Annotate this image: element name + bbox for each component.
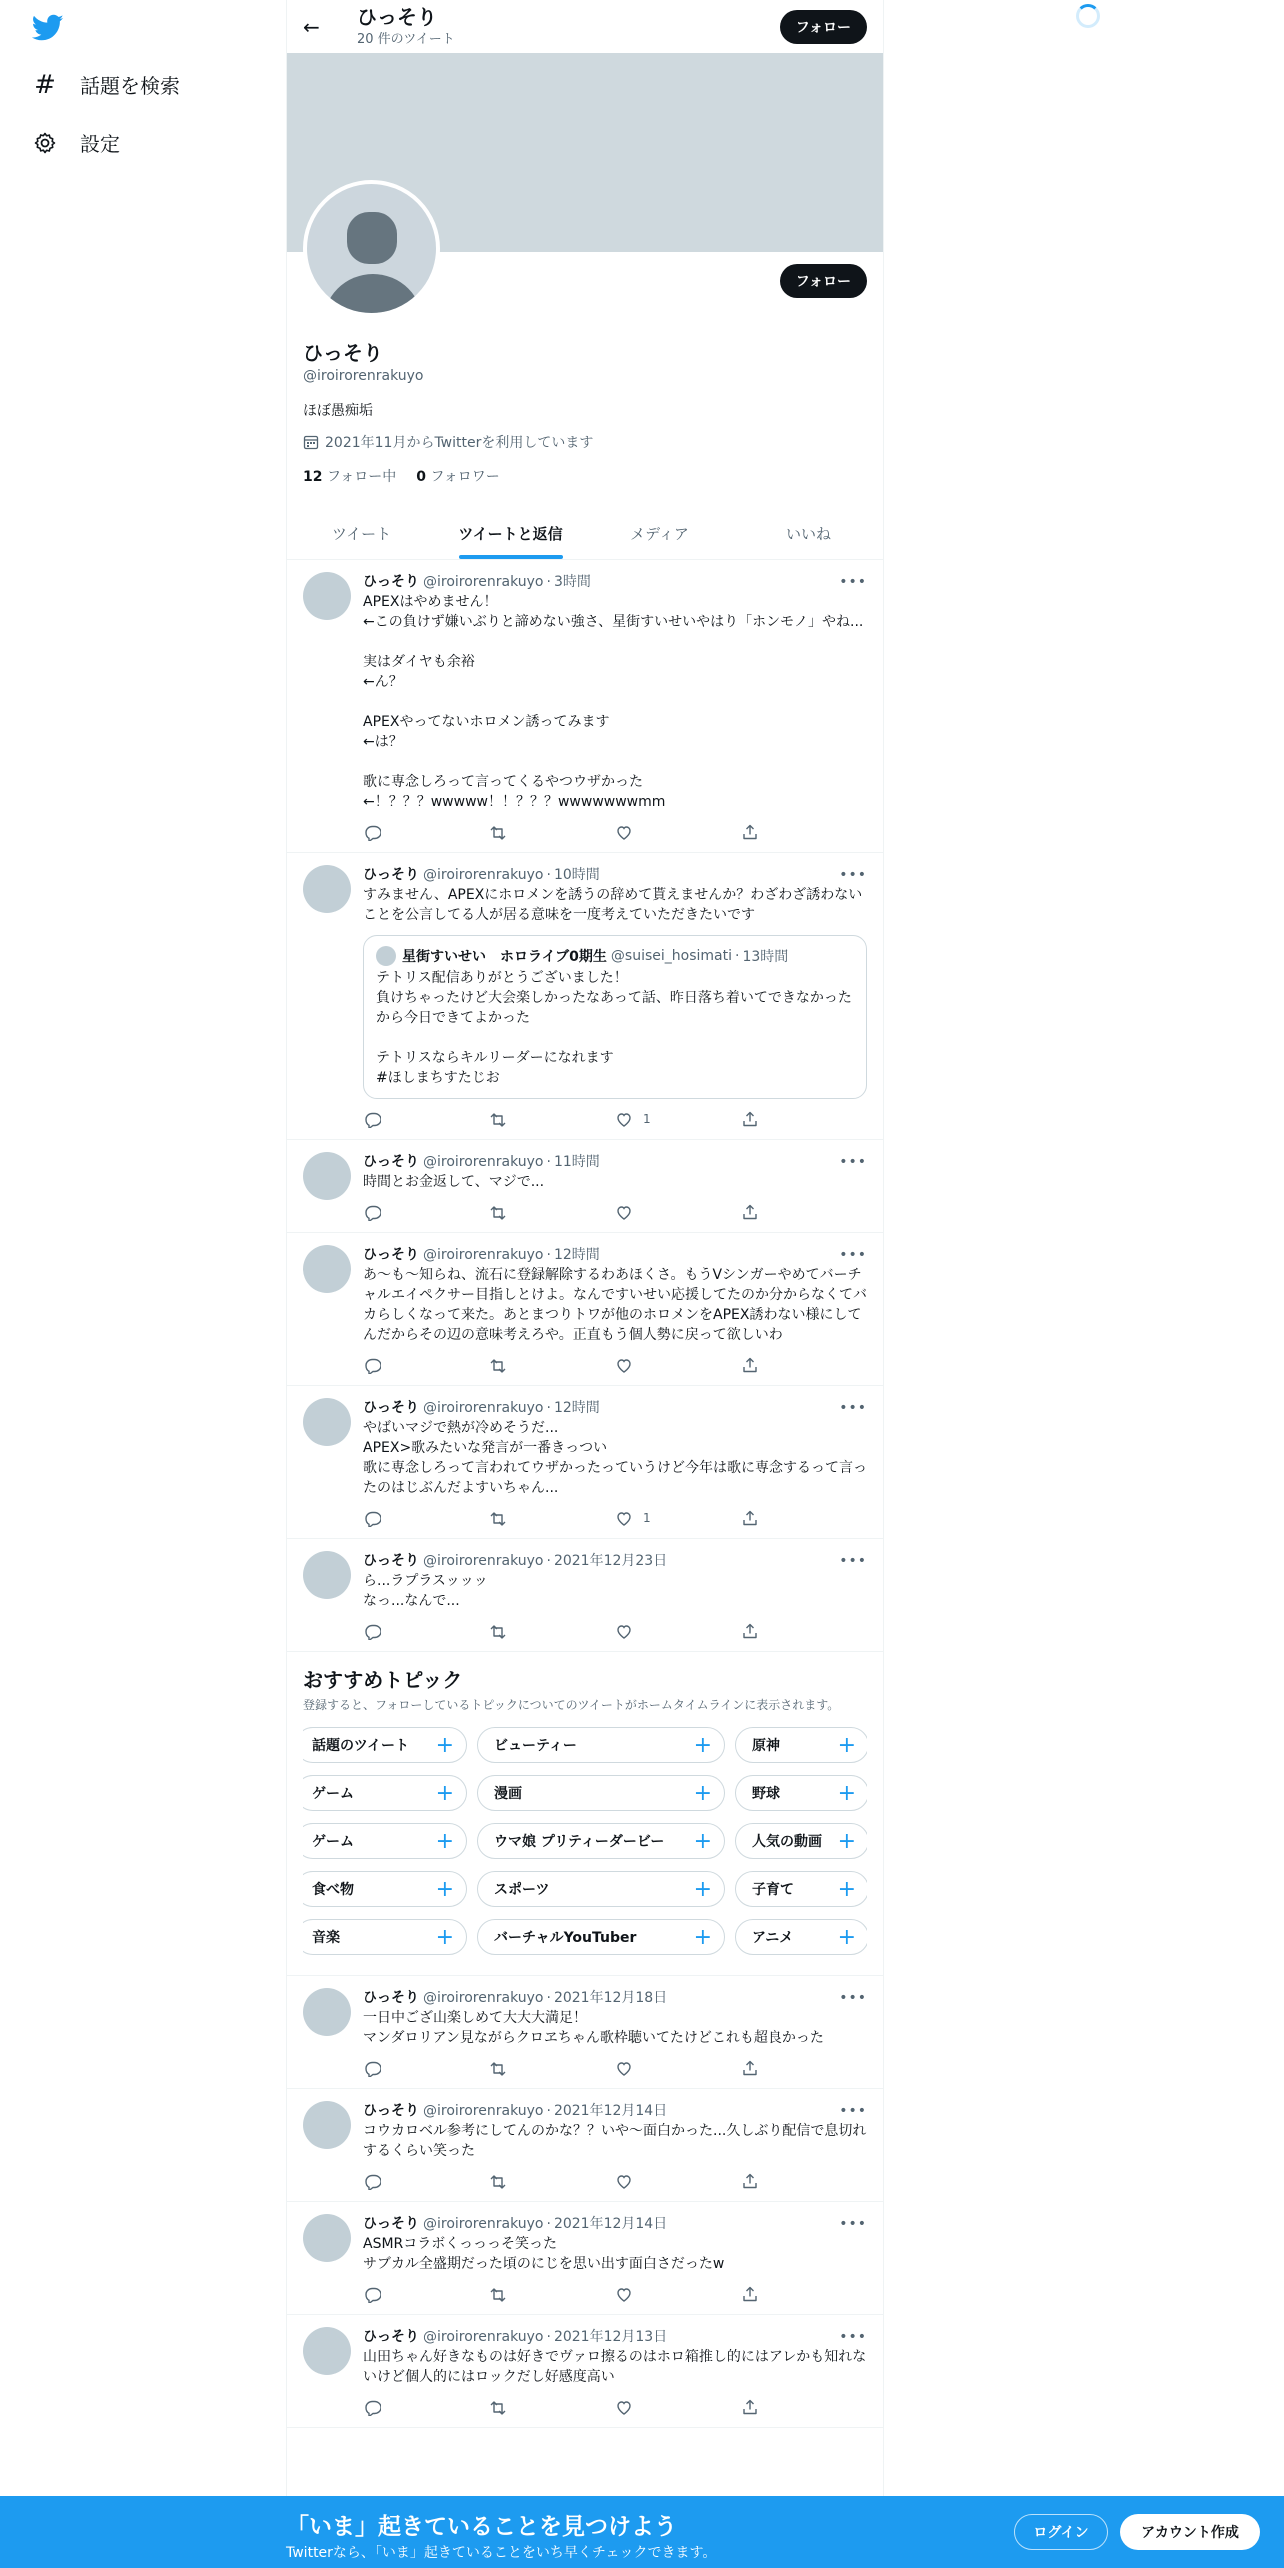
tweet-author-name[interactable]: ひっそり <box>363 2329 419 2345</box>
more-options-icon[interactable]: ••• <box>839 2216 867 2232</box>
tweet-author-handle[interactable]: @iroirorenrakuyo <box>423 1154 544 1170</box>
reply-button[interactable] <box>363 2059 489 2077</box>
topic-row <box>303 1919 867 1955</box>
like-icon <box>615 823 633 841</box>
following-link[interactable]: 12 フォロー中 <box>303 469 397 485</box>
topic-row <box>303 1871 867 1907</box>
reply-icon <box>363 1509 381 1527</box>
topic-chip[interactable] <box>303 1871 467 1907</box>
tweet[interactable] <box>287 1386 883 1539</box>
tab-likes[interactable]: いいね <box>785 525 831 543</box>
more-options-icon[interactable]: ••• <box>839 1154 867 1170</box>
sidebar-item-label: 話題を検索 <box>80 74 180 98</box>
topic-chip[interactable] <box>303 1727 467 1763</box>
tweet-body <box>363 2101 867 2191</box>
topic-label: 野球 <box>752 1786 780 1802</box>
tweet[interactable] <box>287 2089 883 2202</box>
like-count: 1 <box>643 1112 651 1126</box>
share-icon <box>741 2398 759 2416</box>
topic-chip[interactable] <box>735 1727 867 1763</box>
retweet-button[interactable] <box>489 2398 615 2416</box>
tweet[interactable] <box>287 1140 883 1233</box>
tweet-author-name[interactable]: ひっそり <box>363 1990 419 2006</box>
retweet-button[interactable] <box>489 2172 615 2190</box>
topic-chip[interactable] <box>477 1727 725 1763</box>
reply-button[interactable] <box>363 2285 489 2303</box>
followers-link[interactable]: 0 フォロワー <box>416 469 500 485</box>
more-options-icon[interactable]: ••• <box>839 574 867 590</box>
topic-label: ゲーム <box>312 1834 354 1850</box>
tweet-text: APEXはやめません！ ←この負けず嫌いぶりと諦めない強さ、星街すいせいやはり「ホンモノ」やね... 実はダイヤも余裕 ←ん？ APEXやってないホロメン誘ってみます ←は？ 歌に専念しろって言ってくるやつウザかった ←！？？？wwwww！！？？？wwwwwwwmm <box>363 594 864 810</box>
plus-icon[interactable]: + <box>693 1924 712 1950</box>
like-button[interactable] <box>615 1356 741 1374</box>
tweet-actions <box>363 1202 867 1222</box>
tweet-text: 山田ちゃん好きなものは好きでヴァロ擦るのはホロ箱推し的にはアレかも知れないけど個人的にはロックだし好感度高い <box>363 2349 867 2385</box>
retweet-icon <box>489 823 507 841</box>
recommended-topics-title: おすすめトピック <box>303 1668 463 1692</box>
like-icon <box>615 2398 633 2416</box>
topic-chip[interactable] <box>735 1919 867 1955</box>
topic-label: ビューティー <box>494 1738 577 1754</box>
reply-button[interactable] <box>363 1203 489 1221</box>
login-button[interactable]: ログイン <box>1014 2514 1108 2550</box>
tweet[interactable] <box>287 1976 883 2089</box>
reply-button[interactable] <box>363 1509 489 1527</box>
plus-icon[interactable]: + <box>693 1780 712 1806</box>
topic-label: 音楽 <box>312 1930 340 1946</box>
tweet-author-handle[interactable]: @iroirorenrakuyo <box>423 2329 544 2345</box>
tweet-author-name[interactable]: ひっそり <box>363 574 419 590</box>
tweet-actions <box>363 2284 867 2304</box>
topic-label: 食べ物 <box>312 1882 354 1898</box>
reply-icon <box>363 1622 381 1640</box>
plus-icon[interactable]: + <box>837 1876 856 1902</box>
plus-icon[interactable]: + <box>435 1828 454 1854</box>
separator-dot: · <box>546 574 551 590</box>
tweet-author-name[interactable]: ひっそり <box>363 867 419 883</box>
tweet-text: コウカロベル参考にしてんのかな？？いや〜面白かった...久しぶり配信で息切れするくらい笑った <box>363 2123 867 2159</box>
like-count: 1 <box>643 1511 651 1525</box>
topic-chip[interactable] <box>477 1919 725 1955</box>
topic-chip[interactable] <box>477 1871 725 1907</box>
signup-banner-title: 「いま」起きていることを見つけよう <box>286 2514 677 2540</box>
tweet[interactable] <box>287 2202 883 2315</box>
topic-chip[interactable] <box>477 1823 725 1859</box>
hashtag-icon: # <box>34 69 56 100</box>
calendar-icon <box>303 434 319 450</box>
retweet-icon <box>489 1356 507 1374</box>
separator-dot: · <box>546 1990 551 2006</box>
reply-button[interactable] <box>363 2398 489 2416</box>
like-button[interactable] <box>615 1110 741 1128</box>
separator-dot: · <box>546 1154 551 1170</box>
share-button[interactable] <box>741 1356 867 1374</box>
tweet-actions <box>363 822 867 842</box>
more-options-icon[interactable]: ••• <box>839 1247 867 1263</box>
share-button[interactable] <box>741 1509 867 1527</box>
tweet-actions <box>363 2058 867 2078</box>
retweet-icon <box>489 1203 507 1221</box>
avatar[interactable] <box>303 2327 351 2375</box>
tweet-timestamp[interactable]: 2021年12月23日 <box>553 1553 668 1569</box>
timeline-top <box>287 560 883 1652</box>
header-follow-button[interactable]: フォロー <box>780 10 867 44</box>
tweet-author-name[interactable]: ひっそり <box>363 1154 419 1170</box>
plus-icon[interactable]: + <box>435 1732 454 1758</box>
share-button[interactable] <box>741 2059 867 2077</box>
avatar[interactable] <box>303 1551 351 1599</box>
tweet-timestamp[interactable]: 3時間 <box>553 574 591 590</box>
sidebar-item-explore[interactable] <box>32 70 180 99</box>
retweet-button[interactable] <box>489 1509 615 1527</box>
tab-media[interactable]: メディア <box>630 525 689 543</box>
reply-button[interactable] <box>363 1622 489 1640</box>
tweet-author-handle[interactable]: @iroirorenrakuyo <box>423 574 544 590</box>
share-button[interactable] <box>741 2285 867 2303</box>
tweet-actions <box>363 1508 867 1528</box>
tweet-author-name[interactable]: ひっそり <box>363 1553 419 1569</box>
tweet-header <box>363 2327 867 2347</box>
profile-handle: @iroirorenrakuyo <box>303 368 424 384</box>
topic-label: 話題のツイート <box>312 1738 410 1754</box>
quoted-author-handle: @suisei_hosimati <box>610 948 732 964</box>
like-button[interactable] <box>615 2398 741 2416</box>
like-button[interactable] <box>615 1203 741 1221</box>
tweet-timestamp[interactable]: 2021年12月14日 <box>553 2216 668 2232</box>
quoted-author-name: 星街すいせい ホロライブ0期生 <box>402 949 607 965</box>
tweet-text: すみません、APEXにホロメンを誘うの辞めて貰えませんか？わざわざ誘わないことを公言してる人が居る意味を一度考えていただきたいです <box>363 887 863 923</box>
reply-icon <box>363 1203 381 1221</box>
tweet-header <box>363 865 867 885</box>
more-options-icon[interactable]: ••• <box>839 2103 867 2119</box>
share-button[interactable] <box>741 1203 867 1221</box>
topic-label: バーチャルYouTuber <box>494 1930 637 1946</box>
like-icon <box>615 2172 633 2190</box>
tweet-timestamp[interactable]: 12時間 <box>553 1247 600 1263</box>
timeline-bottom <box>287 1976 883 2428</box>
tweet-timestamp[interactable]: 2021年12月18日 <box>553 1990 668 2006</box>
tweet-body <box>363 1245 867 1375</box>
like-icon <box>615 1509 633 1527</box>
sidebar-item-settings[interactable] <box>32 128 120 157</box>
reply-button[interactable] <box>363 823 489 841</box>
like-icon <box>615 1622 633 1640</box>
profile-tabs <box>287 508 883 560</box>
tweet-text: あ〜も〜知らね、流石に登録解除するわあほくさ。もうVシンガーやめてバーチャルエイペクサー目指しとけよ。なんですいせい応援してたのか分からなくてバカらしくなって来た。あとまつりトワが他のホロメンをAPEX誘わない様にしてんだからその辺の意味考えろや。正直もう個人勢に戻って欲しいわ <box>363 1267 867 1343</box>
tweet-body <box>363 865 867 1129</box>
topic-label: 人気の動画 <box>752 1834 822 1850</box>
share-button[interactable] <box>741 2172 867 2190</box>
tweet[interactable] <box>287 853 883 1140</box>
avatar[interactable] <box>303 865 351 913</box>
topic-label: スポーツ <box>494 1882 550 1898</box>
tweet-header <box>363 572 867 592</box>
reply-icon <box>363 2285 381 2303</box>
topic-label: ゲーム <box>312 1786 354 1802</box>
plus-icon[interactable]: + <box>693 1732 712 1758</box>
profile-header <box>287 0 883 53</box>
topic-label: 漫画 <box>494 1786 522 1802</box>
separator-dot: · <box>546 867 551 883</box>
topic-label: ウマ娘 プリティーダービー <box>494 1834 665 1850</box>
share-button[interactable] <box>741 1622 867 1640</box>
plus-icon[interactable]: + <box>837 1780 856 1806</box>
retweet-icon <box>489 2285 507 2303</box>
topic-row <box>303 1823 867 1859</box>
tweet-actions <box>363 2171 867 2191</box>
tweet-header <box>363 1988 867 2008</box>
topic-row <box>303 1727 867 1763</box>
retweet-button[interactable] <box>489 1110 615 1128</box>
share-button[interactable] <box>741 1110 867 1128</box>
tweet-header <box>363 1398 867 1418</box>
share-button[interactable] <box>741 2398 867 2416</box>
separator-dot: · <box>546 1400 551 1416</box>
tweet-body <box>363 1551 867 1641</box>
tweet-author-name[interactable]: ひっそり <box>363 2216 419 2232</box>
profile-join-date <box>303 432 867 452</box>
tweet-body <box>363 2327 867 2417</box>
retweet-button[interactable] <box>489 823 615 841</box>
retweet-button[interactable] <box>489 1356 615 1374</box>
like-button[interactable] <box>615 1622 741 1640</box>
tweet-text: ASMRコラボくっっっそ笑った サブカル全盛期だった頃のにじを思い出す面白さだったw <box>363 2236 725 2272</box>
like-button[interactable] <box>615 1509 741 1527</box>
tweet-text: 時間とお金返して、マジで... <box>363 1174 545 1190</box>
tweet-author-handle[interactable]: @iroirorenrakuyo <box>423 1990 544 2006</box>
profile-bio: ほぼ愚痴垢 <box>303 403 373 419</box>
more-options-icon[interactable]: ••• <box>839 1400 867 1416</box>
header-tweet-count: 20 件のツイート <box>357 32 455 47</box>
retweet-icon <box>489 1110 507 1128</box>
back-arrow-icon[interactable]: ← <box>303 14 320 39</box>
tweet-timestamp[interactable]: 2021年12月13日 <box>553 2329 668 2345</box>
tweet-actions <box>363 1109 867 1129</box>
tweet[interactable] <box>287 2315 883 2428</box>
retweet-icon <box>489 1509 507 1527</box>
tweet-header <box>363 1551 867 1571</box>
more-options-icon[interactable]: ••• <box>839 2329 867 2345</box>
like-icon <box>615 2059 633 2077</box>
avatar[interactable] <box>303 2101 351 2149</box>
share-icon <box>741 1356 759 1374</box>
tweet-timestamp[interactable]: 10時間 <box>553 867 600 883</box>
like-icon <box>615 1203 633 1221</box>
retweet-icon <box>489 2172 507 2190</box>
tweet-author-handle[interactable]: @iroirorenrakuyo <box>423 867 544 883</box>
tweet-text: やばいマジで熱が冷めそうだ... APEX>歌みたいな発言が一番きっつい 歌に専念しろって言われてウザかったっていうけど今年は歌に専念するって言ったのはじぶんだよすいちゃん... <box>363 1420 867 1496</box>
signup-button[interactable]: アカウント作成 <box>1120 2514 1260 2550</box>
sidebar-item-label: 設定 <box>80 132 120 156</box>
topic-label: 子育て <box>752 1882 794 1898</box>
share-icon <box>741 1110 759 1128</box>
like-icon <box>615 2285 633 2303</box>
quoted-avatar <box>376 946 396 966</box>
tweet-text: 一日中ござ山楽しめて大大大満足！ マンダロリアン見ながらクロヱちゃん歌枠聴いてたけどこれも超良かった <box>363 2010 824 2046</box>
avatar[interactable] <box>303 572 351 620</box>
retweet-icon <box>489 1622 507 1640</box>
profile-name: ひっそり <box>303 341 383 365</box>
plus-icon[interactable]: + <box>693 1876 712 1902</box>
topic-row <box>303 1775 867 1811</box>
reply-icon <box>363 2398 381 2416</box>
avatar[interactable] <box>303 2214 351 2262</box>
tweet-body <box>363 572 867 842</box>
tweet-header <box>363 2214 867 2234</box>
tweet-author-handle[interactable]: @iroirorenrakuyo <box>423 1553 544 1569</box>
more-options-icon[interactable]: ••• <box>839 1990 867 2006</box>
tweet[interactable] <box>287 1539 883 1652</box>
tweet-text: ら...ラプラスッッッ なっ...なんで... <box>363 1573 488 1609</box>
quoted-tweet-text: テトリス配信ありがとうございました！ 負けちゃったけど大会楽しかったなあって話、昨日落ち着いてできなかったから今日できてよかった テトリスならキルリーダーになれます #ほしまちすたじお <box>376 970 852 1086</box>
share-icon <box>741 2285 759 2303</box>
share-button[interactable] <box>741 823 867 841</box>
retweet-button[interactable] <box>489 1203 615 1221</box>
retweet-button[interactable] <box>489 1622 615 1640</box>
gear-icon <box>32 130 58 156</box>
topic-label: アニメ <box>752 1930 794 1946</box>
topic-chip[interactable] <box>303 1823 467 1859</box>
signup-banner-subtitle: Twitterなら、「いま」起きていることをいち早くチェックできます。 <box>286 2545 717 2561</box>
reply-button[interactable] <box>363 1110 489 1128</box>
share-icon <box>741 2172 759 2190</box>
tweet-author-name[interactable]: ひっそり <box>363 2103 419 2119</box>
profile-avatar[interactable] <box>303 180 440 317</box>
signup-banner <box>0 2496 1284 2568</box>
topic-chip[interactable] <box>735 1775 867 1811</box>
topic-chip[interactable] <box>303 1919 467 1955</box>
more-options-icon[interactable]: ••• <box>839 867 867 883</box>
separator-dot: · <box>546 1553 551 1569</box>
tweet-actions <box>363 1355 867 1375</box>
plus-icon[interactable]: + <box>837 1924 856 1950</box>
tweet-body <box>363 1988 867 2078</box>
tweet-author-name[interactable]: ひっそり <box>363 1400 419 1416</box>
tweet[interactable] <box>287 560 883 853</box>
avatar[interactable] <box>303 1398 351 1446</box>
profile-column <box>286 0 884 2568</box>
separator-dot: · <box>734 948 740 964</box>
share-icon <box>741 1509 759 1527</box>
reply-icon <box>363 2172 381 2190</box>
like-button[interactable] <box>615 823 741 841</box>
retweet-button[interactable] <box>489 2059 615 2077</box>
topic-grid <box>303 1727 867 1967</box>
tweet-actions <box>363 1621 867 1641</box>
profile-follow-button[interactable]: フォロー <box>780 264 867 298</box>
reply-icon <box>363 1356 381 1374</box>
plus-icon[interactable]: + <box>837 1828 856 1854</box>
share-icon <box>741 823 759 841</box>
like-button[interactable] <box>615 2172 741 2190</box>
separator-dot: · <box>546 1247 551 1263</box>
tab-tweets-and-replies[interactable]: ツイートと返信 <box>436 508 585 559</box>
tweet-header <box>363 1245 867 1265</box>
recommended-topics <box>287 1652 883 1976</box>
reply-icon <box>363 2059 381 2077</box>
plus-icon[interactable]: + <box>435 1924 454 1950</box>
share-icon <box>741 1622 759 1640</box>
tweet-actions <box>363 2397 867 2417</box>
reply-button[interactable] <box>363 1356 489 1374</box>
like-icon <box>615 1356 633 1374</box>
avatar[interactable] <box>303 1152 351 1200</box>
quoted-timestamp: 13時間 <box>742 949 789 965</box>
retweet-button[interactable] <box>489 2285 615 2303</box>
tweet-author-handle[interactable]: @iroirorenrakuyo <box>423 1247 544 1263</box>
topic-chip[interactable] <box>303 1775 467 1811</box>
separator-dot: · <box>546 2216 551 2232</box>
share-icon <box>741 1203 759 1221</box>
retweet-icon <box>489 2059 507 2077</box>
tweet-timestamp[interactable]: 2021年12月14日 <box>553 2103 668 2119</box>
avatar[interactable] <box>303 1245 351 1293</box>
more-options-icon[interactable]: ••• <box>839 1553 867 1569</box>
header-name: ひっそり <box>357 5 437 29</box>
plus-icon[interactable]: + <box>837 1732 856 1758</box>
reply-icon <box>363 1110 381 1128</box>
tab-tweets[interactable]: ツイート <box>331 525 392 543</box>
profile-info <box>287 340 883 486</box>
reply-icon <box>363 823 381 841</box>
topic-chip[interactable] <box>735 1871 867 1907</box>
topic-chip[interactable] <box>477 1775 725 1811</box>
join-date-text: 2021年11月からTwitterを利用しています <box>325 435 594 451</box>
tweet-body <box>363 2214 867 2304</box>
tweet-timestamp[interactable]: 11時間 <box>553 1154 600 1170</box>
tweet-author-handle[interactable]: @iroirorenrakuyo <box>423 2216 544 2232</box>
recommended-topics-subtitle: 登録すると、フォローしているトピックについてのツイートがホームタイムラインに表示されます。 <box>303 1698 840 1712</box>
quoted-tweet-header <box>376 946 854 966</box>
tweet-author-handle[interactable]: @iroirorenrakuyo <box>423 1400 544 1416</box>
tweet-author-name[interactable]: ひっそり <box>363 1247 419 1263</box>
like-button[interactable] <box>615 2285 741 2303</box>
tweet-timestamp[interactable]: 12時間 <box>553 1400 600 1416</box>
tweet-author-handle[interactable]: @iroirorenrakuyo <box>423 2103 544 2119</box>
tweet[interactable] <box>287 1233 883 1386</box>
like-icon <box>615 1110 633 1128</box>
tweet-header <box>363 1152 867 1172</box>
plus-icon[interactable]: + <box>435 1876 454 1902</box>
reply-button[interactable] <box>363 2172 489 2190</box>
tweet-body <box>363 1152 867 1222</box>
topic-label: 原神 <box>752 1738 780 1754</box>
separator-dot: · <box>546 2103 551 2119</box>
tweet-body <box>363 1398 867 1528</box>
separator-dot: · <box>546 2329 551 2345</box>
quoted-tweet[interactable] <box>363 935 867 1099</box>
share-icon <box>741 2059 759 2077</box>
like-button[interactable] <box>615 2059 741 2077</box>
retweet-icon <box>489 2398 507 2416</box>
plus-icon[interactable]: + <box>435 1780 454 1806</box>
plus-icon[interactable]: + <box>693 1828 712 1854</box>
tweet-header <box>363 2101 867 2121</box>
twitter-logo-icon[interactable] <box>32 14 64 42</box>
topic-chip[interactable] <box>735 1823 867 1859</box>
loading-spinner-icon <box>1076 4 1100 28</box>
avatar[interactable] <box>303 1988 351 2036</box>
